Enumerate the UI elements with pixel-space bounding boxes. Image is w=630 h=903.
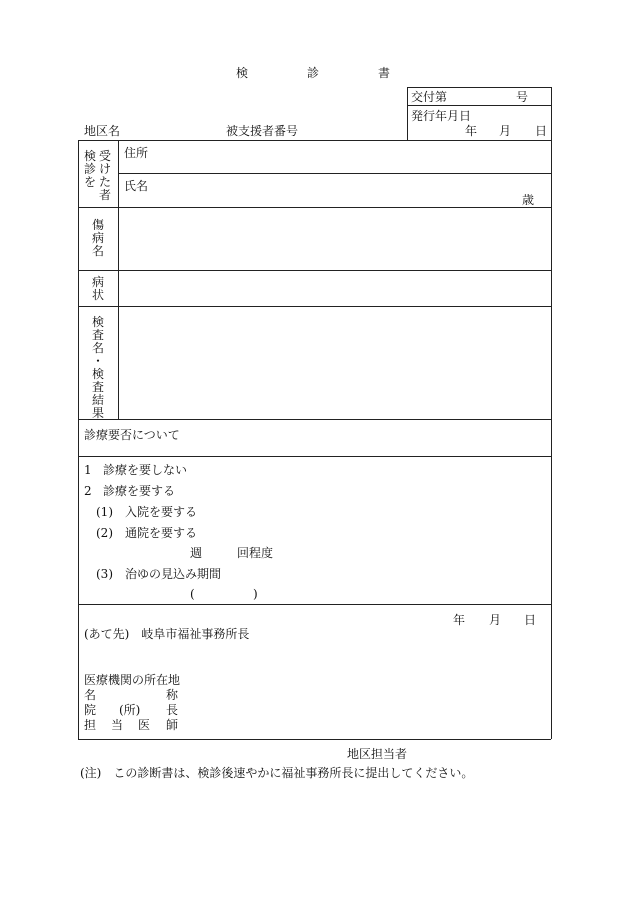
sub-option-1-number: (1) [96,505,113,519]
examinee-label-col2: 受 け た 者 [98,149,111,202]
signature-date-day: 日 [524,613,537,627]
period-paren-close: ) [253,587,258,601]
facility-name-char-2: 称 [166,688,179,702]
sub-option-1-label: 入院を要する [125,505,198,519]
title-char-1: 検 [236,66,249,80]
doctor-char-4: 師 [166,718,179,732]
address-label: 住所 [124,146,149,160]
table-right-line [551,87,552,739]
symptom-label: 病 状 [91,275,104,302]
issue-box-mid [407,105,551,106]
issue-date-year: 年 [465,124,478,138]
exam-label: 検 査 名 ・ 検 査 結 果 [91,315,104,420]
director-char-2: (所) [119,703,141,717]
issue-date-label: 発行年月日 [411,109,472,123]
sub-option-3-number: (3) [96,567,113,581]
sub-option-3-label: 治ゆの見込み期間 [125,567,222,581]
age-unit: 歳 [522,193,535,207]
sub-option-2-number: (2) [96,526,113,540]
necessity-heading: 診療要否について [84,428,180,442]
option-2-number: 2 [84,484,92,498]
table-bottom-line [78,739,551,740]
table-left-line [78,140,79,739]
disease-name-label: 傷 病 名 [91,218,104,258]
doctor-char-2: 当 [111,718,124,732]
issue-date-month: 月 [499,124,512,138]
row-divider-exam [78,419,551,420]
label-column-divider [118,140,119,419]
times-label: 回程度 [237,546,274,560]
row-divider-disease [78,270,551,271]
period-paren-open: ( [190,587,195,601]
note-text: (注) この診断書は、検診後速やかに福祉事務所長に提出してください。 [80,766,474,780]
issue-number-label: 交付第 [411,90,448,104]
facility-name-char-1: 名 [84,688,97,702]
issue-box-top [407,87,551,88]
title-char-2: 診 [307,66,320,80]
examinee-label-col1: 検 診 を [83,149,96,189]
address-name-divider [118,173,551,174]
director-char-1: 院 [84,703,97,717]
issue-number-suffix: 号 [516,90,529,104]
district-officer-label: 地区担当者 [347,747,408,761]
doctor-char-1: 担 [84,718,97,732]
week-label: 週 [190,546,203,560]
row-divider-options [78,604,551,605]
recipient-number-label: 被支援者番号 [226,124,299,138]
option-1-number: 1 [84,463,92,477]
title-char-3: 書 [378,66,391,80]
name-label: 氏名 [124,179,149,193]
issue-date-day: 日 [535,124,548,138]
sub-option-2-label: 通院を要する [125,526,198,540]
option-2-label: 診療を要する [103,484,176,498]
issue-box-left [407,87,408,140]
signature-date-month: 月 [489,613,502,627]
option-1-label: 診療を要しない [103,463,188,477]
facility-address-label: 医療機関の所在地 [84,673,181,687]
row-divider-heading [78,456,551,457]
table-top-line [78,140,551,141]
director-char-3: 長 [166,703,179,717]
row-divider-examinee [78,207,551,208]
addressee: (あて先) 岐阜市福祉事務所長 [84,627,250,641]
district-label: 地区名 [84,124,121,138]
signature-date-year: 年 [453,613,466,627]
row-divider-symptom [78,306,551,307]
doctor-char-3: 医 [138,718,151,732]
